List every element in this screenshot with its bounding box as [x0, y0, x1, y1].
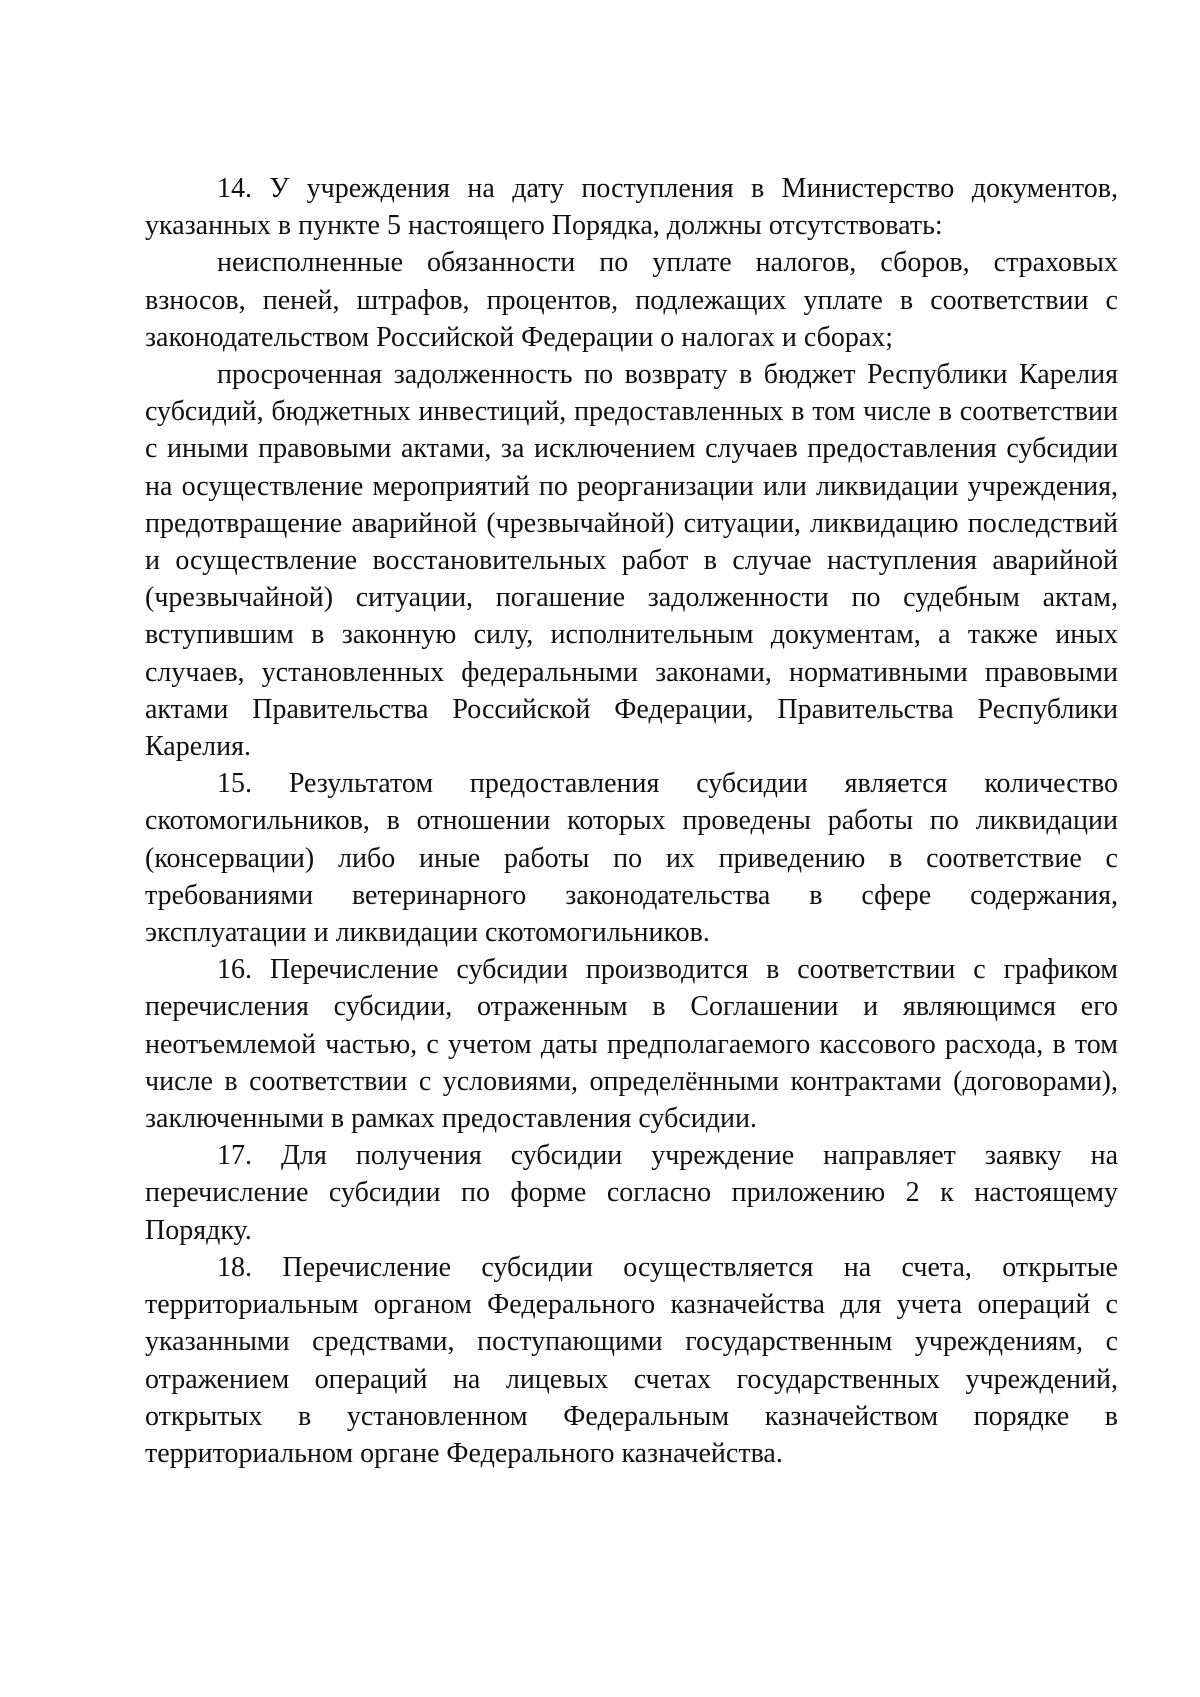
paragraph-14-item-debt: просроченная задолженность по возврату в бюджет Республики Карелия субсидий, бюджетных инвестиций, предоставленных в том числе в соответствии с иными правовыми актами, за исключением случаев предоставления субсидии на осуществление мероприятий по реорганизации или ликвидации учреждения, предотвращение аварийной (чрезвычайной) ситуации, ликвидацию последствий и осуществление восстановительных работ в случае наступления аварийной (чрезвычайной) ситуации, погашение задолженности по судебным актам, вступившим в законную силу, исполнительным документам, а также иных случаев, установленных федеральными законами, нормативными правовыми актами Правительства Российской Федерации, Правительства Республики Карелия. — [145, 359, 1118, 763]
paragraph-14: 14. У учреждения на дату поступления в Министерство документов, указанных в пункте 5 настоящего Порядка, должны отсутствовать: — [145, 173, 1118, 242]
paragraph-17: 17. Для получения субсидии учреждение направляет заявку на перечисление субсидии по форме согласно приложению 2 к настоящему Порядку. — [145, 1140, 1118, 1246]
paragraph-14-item-taxes: неисполненные обязанности по уплате налогов, сборов, страховых взносов, пеней, штрафов, процентов, подлежащих уплате в соответствии с законодательством Российской Федерации о налогах и сборах; — [145, 247, 1118, 353]
paragraph-16: 16. Перечисление субсидии производится в соответствии с графиком перечисления субсидии, отраженным в Соглашении и являющимся его неотъемлемой частью, с учетом даты предполагаемого кассового расхода, в том числе в соответствии с условиями, определёнными контрактами (договорами), заключенными в рамках предоставления субсидии. — [145, 954, 1118, 1135]
document-page — [145, 170, 1118, 1472]
paragraph-18: 18. Перечисление субсидии осуществляется на счета, открытые территориальным органом Федерального казначейства для учета операций с указанными средствами, поступающими государственным учреждениям, с отражением операций на лицевых счетах государственных учреждений, открытых в установленном Федеральным казначейством порядке в территориальном органе Федерального казначейства. — [145, 1251, 1118, 1469]
paragraph-15: 15. Результатом предоставления субсидии является количество скотомогильников, в отношении которых проведены работы по ликвидации (консервации) либо иные работы по их приведению в соответствие с требованиями ветеринарного законодательства в сфере содержания, эксплуатации и ликвидации скотомогильников. — [145, 768, 1118, 949]
